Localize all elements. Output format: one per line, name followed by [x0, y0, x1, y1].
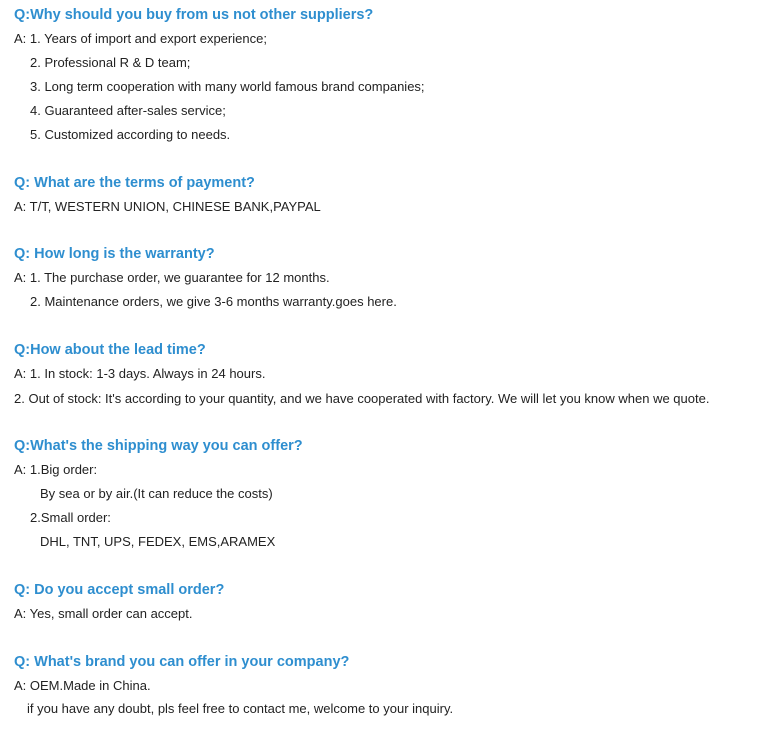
answer-line: DHL, TNT, UPS, FEDEX, EMS,ARAMEX — [40, 534, 276, 549]
answer-line: By sea or by air.(It can reduce the costs) — [40, 486, 273, 501]
answer-line: 2. Maintenance orders, we give 3-6 months warranty.goes here. — [30, 294, 397, 309]
question-heading: Q:How about the lead time? — [14, 342, 206, 358]
question-heading: Q: What are the terms of payment? — [14, 175, 255, 191]
answer-line: A: T/T, WESTERN UNION, CHINESE BANK,PAYPAL — [14, 199, 321, 214]
answer-line: 2.Small order: — [30, 510, 111, 525]
answer-line: A: 1. In stock: 1-3 days. Always in 24 hours. — [14, 366, 266, 381]
question-heading: Q:What's the shipping way you can offer? — [14, 438, 303, 454]
question-heading: Q: What's brand you can offer in your company? — [14, 654, 350, 670]
answer-line: 4. Guaranteed after-sales service; — [30, 103, 226, 118]
answer-line: if you have any doubt, pls feel free to contact me, welcome to your inquiry. — [27, 701, 454, 716]
answer-line: 2. Out of stock: It's according to your quantity, and we have cooperated with factory. We will let you know when we quote. — [14, 391, 710, 406]
answer-line: A: 1.Big order: — [14, 462, 98, 477]
question-heading: Q: How long is the warranty? — [14, 246, 215, 262]
answer-line: 2. Professional R & D team; — [30, 55, 191, 70]
question-heading: Q: Do you accept small order? — [14, 582, 225, 598]
answer-line: 5. Customized according to needs. — [30, 127, 231, 142]
answer-line: A: OEM.Made in China. — [14, 678, 151, 693]
answer-line: 3. Long term cooperation with many world famous brand companies; — [30, 79, 425, 94]
question-heading: Q:Why should you buy from us not other suppliers? — [14, 7, 374, 23]
answer-line: A: Yes, small order can accept. — [14, 606, 193, 621]
answer-line: A: 1. The purchase order, we guarantee for 12 months. — [14, 270, 330, 285]
answer-line: A: 1. Years of import and export experience; — [14, 31, 267, 46]
